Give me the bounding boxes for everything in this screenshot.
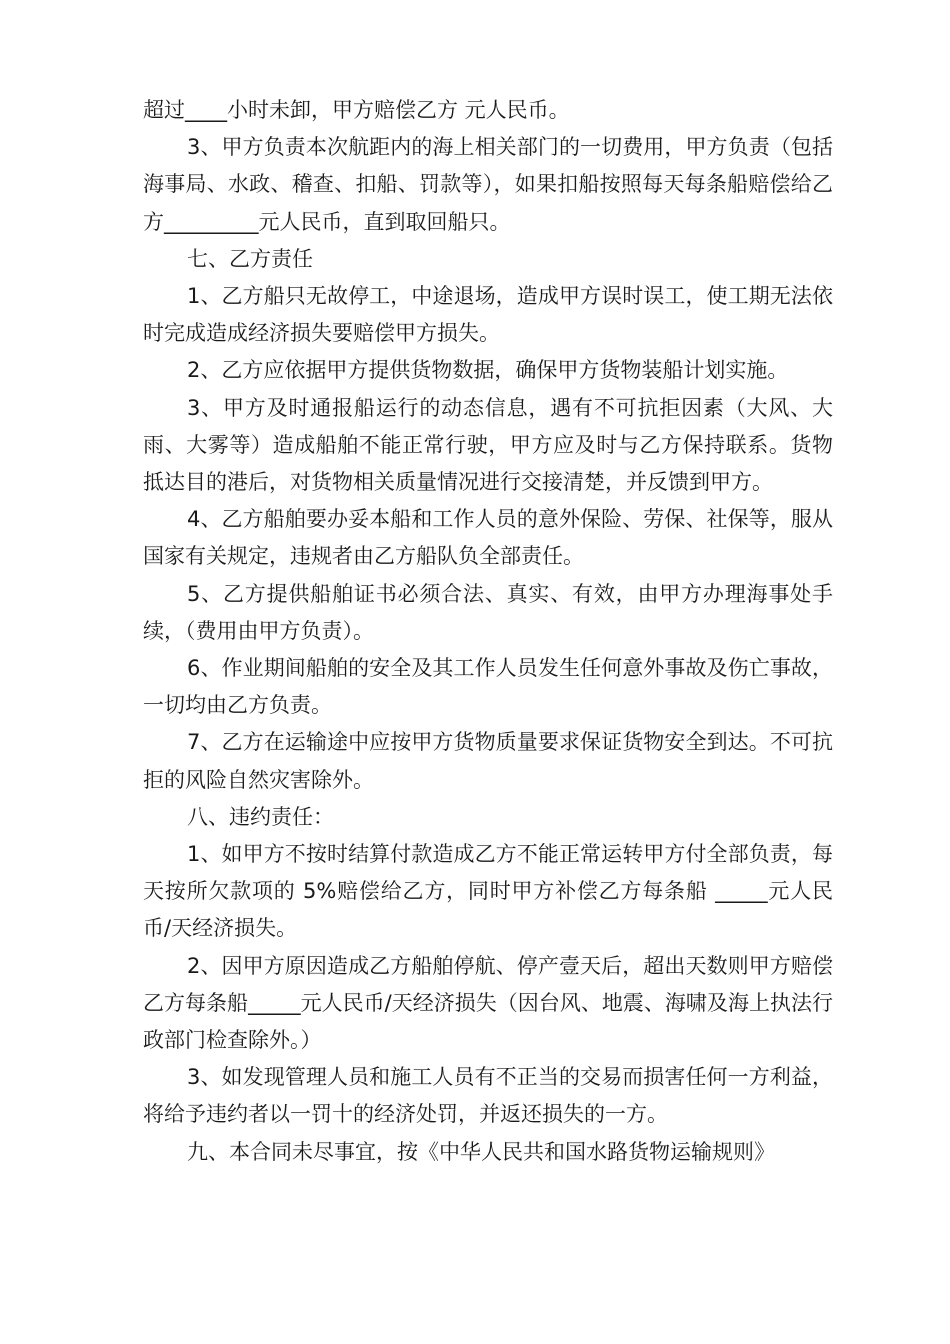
- paragraph: 5、乙方提供船舶证书必须合法、真实、有效，由甲方办理海事处手续，（费用由甲方负责）。: [143, 581, 833, 643]
- section-heading: 七、乙方责任: [187, 246, 313, 271]
- paragraph: 3、甲方负责本次航距内的海上相关部门的一切费用，甲方负责（包括海事局、水政、稽查、扣船、罚款等），如果扣船按照每天每条船赔偿给乙方_________元人民币，直到取回船只。: [143, 135, 833, 234]
- paragraph: 1、如甲方不按时结算付款造成乙方不能正常运转甲方付全部负责，每天按所欠款项的 5%赔偿给乙方，同时甲方补偿乙方每条船 _____元人民币/天经济损失。: [143, 842, 833, 941]
- paragraph: 7、乙方在运输途中应按甲方货物质量要求保证货物安全到达。不可抗拒的风险自然灾害除外。: [143, 730, 833, 792]
- paragraph: 3、如发现管理人员和施工人员有不正当的交易而损害任何一方利益，将给予违约者以一罚十的经济处罚，并返还损失的一方。: [143, 1065, 833, 1127]
- paragraph: 1、乙方船只无故停工，中途退场，造成甲方误时误工，使工期无法依时完成造成经济损失要赔偿甲方损失。: [143, 284, 833, 346]
- document-body: [143, 92, 833, 1171]
- section-heading: 九、本合同未尽事宜，按《中华人民共和国水路货物运输规则》: [187, 1139, 775, 1164]
- paragraph: 6、作业期间船舶的安全及其工作人员发生任何意外事故及伤亡事故，一切均由乙方负责。: [143, 656, 833, 718]
- paragraph: 3、甲方及时通报船运行的动态信息，遇有不可抗拒因素（大风、大雨、大雾等）造成船舶不能正常行驶，甲方应及时与乙方保持联系。货物抵达目的港后，对货物相关质量情况进行交接清楚，并反馈到甲方。: [143, 395, 833, 495]
- paragraph: 超过____小时未卸，甲方赔偿乙方 元人民币。: [143, 98, 570, 122]
- paragraph: 4、乙方船舶要办妥本船和工作人员的意外保险、劳保、社保等，服从国家有关规定，违规者由乙方船队负全部责任。: [143, 507, 833, 569]
- paragraph: 2、乙方应依据甲方提供货物数据，确保甲方货物装船计划实施。: [187, 358, 789, 383]
- paragraph: 2、因甲方原因造成乙方船舶停航、停产壹天后，超出天数则甲方赔偿乙方每条船_____元人民币/天经济损失（因台风、地震、海啸及海上执法行政部门检查除外。）: [143, 953, 833, 1053]
- section-heading: 八、违约责任：: [187, 804, 334, 829]
